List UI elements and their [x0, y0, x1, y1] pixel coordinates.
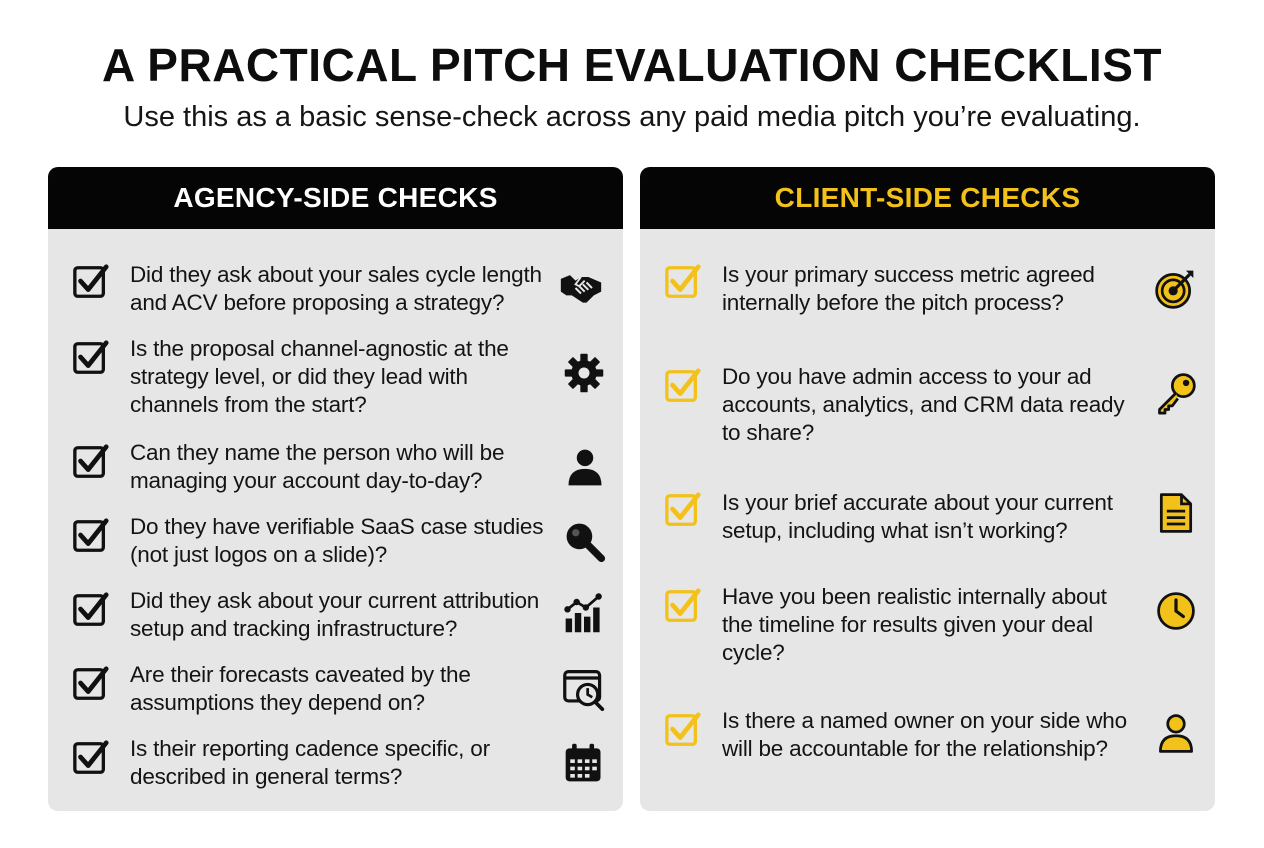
client-check-text: Is there a named owner on your side who will be accountable for the relationship? [722, 708, 1127, 761]
agency-check-text: Is the proposal channel-agnostic at the strategy level, or did they lead with channels from the start? [130, 336, 509, 417]
agency-check-text: Is their reporting cadence specific, or described in general terms? [130, 736, 490, 789]
agency-check-text: Did they ask about your sales cycle length and ACV before proposing a strategy? [130, 262, 542, 315]
gear-icon [562, 351, 606, 395]
checkbox-checked-icon [72, 517, 110, 555]
checkbox-checked-icon [72, 591, 110, 629]
handshake-icon [559, 266, 603, 310]
checkbox-checked-icon [664, 263, 702, 301]
agency-check-text: Are their forecasts caveated by the assumptions they depend on? [130, 662, 471, 715]
checkbox-checked-icon [664, 711, 702, 749]
page-title: A PRACTICAL PITCH EVALUATION CHECKLIST [102, 39, 1162, 91]
checkbox-checked-icon [664, 491, 702, 529]
agency-check-text: Do they have verifiable SaaS case studies (not just logos on a slide)? [130, 514, 544, 567]
checkbox-checked-icon [664, 367, 702, 405]
owner-icon [1154, 711, 1198, 755]
agency-check-text: Did they ask about your current attribution setup and tracking infrastructure? [130, 588, 540, 641]
client-checks-panel [640, 167, 1215, 811]
magnifier-icon [562, 519, 606, 563]
checkbox-checked-icon [72, 665, 110, 703]
key-icon [1154, 371, 1198, 415]
forecast-clock-icon [562, 667, 606, 711]
client-check-text: Do you have admin access to your ad accounts, analytics, and CRM data ready to share? [722, 364, 1125, 445]
agency-checks-panel [48, 167, 623, 811]
analytics-chart-icon [562, 591, 606, 635]
agency-checks-heading: AGENCY-SIDE CHECKS [48, 167, 623, 229]
client-checks-heading: CLIENT-SIDE CHECKS [640, 167, 1215, 229]
agency-check-text: Can they name the person who will be managing your account day-to-day? [130, 440, 505, 493]
client-check-text: Is your primary success metric agreed internally before the pitch process? [722, 262, 1095, 315]
checkbox-checked-icon [664, 587, 702, 625]
target-icon [1153, 267, 1197, 311]
document-icon [1154, 491, 1198, 535]
checkbox-checked-icon [72, 739, 110, 777]
client-check-text: Have you been realistic internally about the timeline for results given your deal cycle? [722, 584, 1107, 665]
calendar-icon [562, 741, 606, 785]
checkbox-checked-icon [72, 263, 110, 301]
checkbox-checked-icon [72, 339, 110, 377]
page-subtitle: Use this as a basic sense-check across any paid media pitch you’re evaluating. [123, 101, 1141, 133]
checkbox-checked-icon [72, 443, 110, 481]
client-check-text: Is your brief accurate about your current setup, including what isn’t working? [722, 490, 1113, 543]
person-icon [563, 445, 607, 489]
clock-icon [1154, 589, 1198, 633]
